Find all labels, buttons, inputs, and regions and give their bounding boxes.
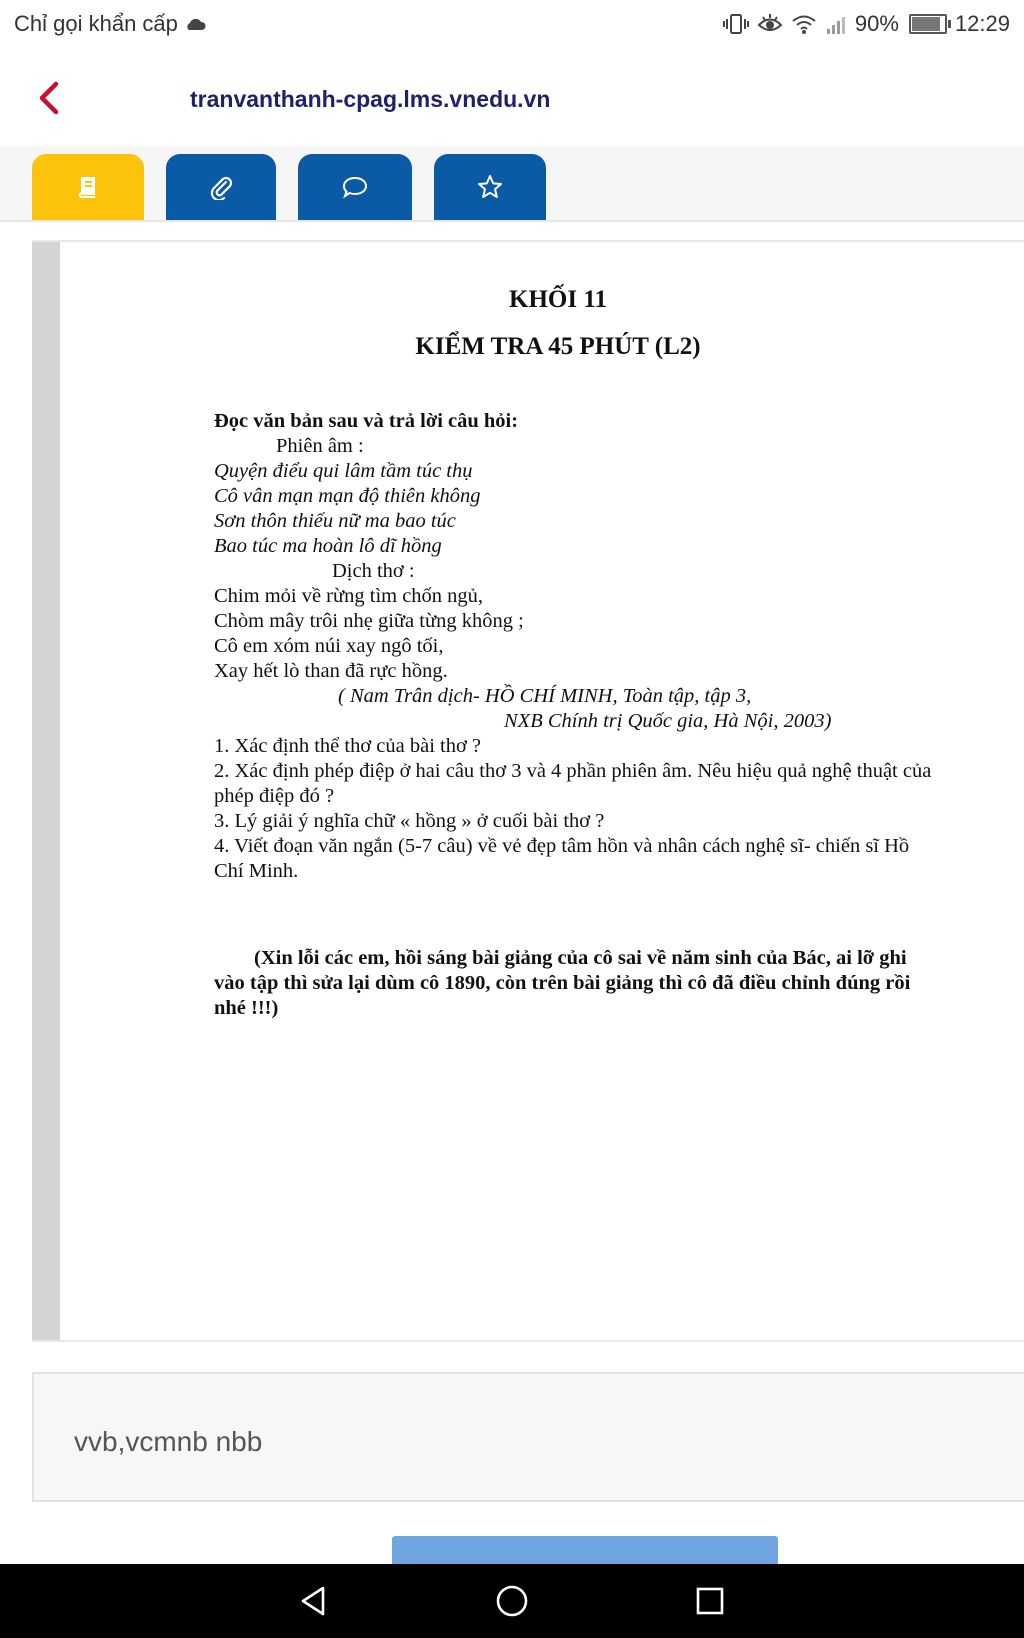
battery-percent: 90% — [854, 11, 899, 36]
tabs-bar — [0, 146, 1024, 222]
book-icon — [75, 174, 101, 200]
question-line: 3. Lý giải ý nghĩa chữ « hồng » ở cuối bài thơ ? — [214, 810, 605, 832]
status-bar — [0, 0, 1024, 48]
poem-original-line: Sơn thôn thiếu nữ ma bao túc — [214, 510, 456, 532]
triangle-back-icon — [297, 1584, 331, 1618]
phien-am-label: Phiên âm : — [276, 435, 364, 457]
carrier-text: Chỉ gọi khẩn cấp — [14, 11, 178, 36]
paperclip-icon — [208, 174, 234, 200]
tab-comments[interactable] — [298, 154, 412, 220]
chevron-left-icon — [36, 80, 60, 116]
teacher-note-line: nhé !!!) — [214, 997, 279, 1019]
poem-original-line: Cô vân mạn mạn độ thiên không — [214, 485, 481, 507]
poem-translation-line: Chim mỏi về rừng tìm chốn ngủ, — [214, 585, 484, 607]
battery-icon — [909, 14, 947, 34]
poem-translation-line: Chòm mây trôi nhẹ giữa từng không ; — [214, 610, 524, 632]
cloud-icon — [184, 17, 206, 31]
source-line: ( Nam Trân dịch- HỒ CHÍ MINH, Toàn tập, tập 3, — [338, 685, 752, 707]
poem-translation-line: Xay hết lò than đã rực hồng. — [214, 660, 448, 682]
nav-home-button[interactable] — [488, 1577, 536, 1625]
star-icon — [476, 173, 504, 201]
circle-home-icon — [494, 1583, 530, 1619]
document-sidebar-bar — [32, 242, 60, 1340]
tab-attachments[interactable] — [166, 154, 276, 220]
poem-translation-line: Cô em xóm núi xay ngô tối, — [214, 635, 444, 657]
dich-tho-label: Dịch thơ : — [332, 560, 415, 582]
document-viewer[interactable] — [32, 240, 1024, 1342]
tab-favorite[interactable] — [434, 154, 546, 220]
back-button[interactable] — [28, 76, 68, 120]
document-heading-grade: KHỐI 11 — [509, 286, 607, 313]
teacher-note-line: vào tập thì sửa lại dùm cô 1890, còn trên bài giảng thì cô đã điều chỉnh đúng rồi — [214, 972, 911, 994]
question-line: 1. Xác định thể thơ của bài thơ ? — [214, 735, 482, 757]
eye-comfort-icon — [757, 13, 783, 35]
nav-back-button[interactable] — [290, 1577, 338, 1625]
tab-lesson[interactable] — [32, 154, 144, 220]
source-line: NXB Chính trị Quốc gia, Hà Nội, 2003) — [504, 710, 832, 732]
wifi-icon — [791, 13, 817, 35]
document-heading-title: KIỂM TRA 45 PHÚT (L2) — [415, 333, 701, 360]
square-recents-icon — [694, 1585, 726, 1617]
answer-input[interactable] — [32, 1372, 1024, 1502]
chat-bubble-icon — [341, 174, 369, 200]
question-line: phép điệp đó ? — [214, 785, 335, 807]
clock: 12:29 — [954, 11, 1010, 36]
nav-recents-button[interactable] — [686, 1577, 734, 1625]
browser-header — [0, 56, 1024, 146]
question-line: 4. Viết đoạn văn ngắn (5-7 câu) về vẻ đẹp tâm hồn và nhân cách nghệ sĩ- chiến sĩ Hồ — [214, 835, 910, 857]
poem-original-line: Quyện điểu qui lâm tầm túc thụ — [214, 460, 473, 482]
question-line: Chí Minh. — [214, 860, 299, 882]
document-page — [92, 242, 1024, 1340]
question-line: 2. Xác định phép điệp ở hai câu thơ 3 và 4 phần phiên âm. Nêu hiệu quả nghệ thuật của — [214, 760, 932, 782]
navigation-bar — [0, 1564, 1024, 1638]
vibrate-icon — [723, 13, 749, 35]
signal-icon — [825, 13, 847, 35]
url-text: tranvanthanh-cpag.lms.vnedu.vn — [190, 86, 551, 112]
document-instruction: Đọc văn bản sau và trả lời câu hỏi: — [214, 410, 519, 432]
answer-input-value: vvb,vcmnb nbb — [74, 1426, 263, 1457]
teacher-note-line: (Xin lỗi các em, hồi sáng bài giảng của cô sai về năm sinh của Bác, ai lỡ ghi — [254, 947, 907, 969]
poem-original-line: Bao túc ma hoàn lô dĩ hồng — [214, 535, 442, 557]
